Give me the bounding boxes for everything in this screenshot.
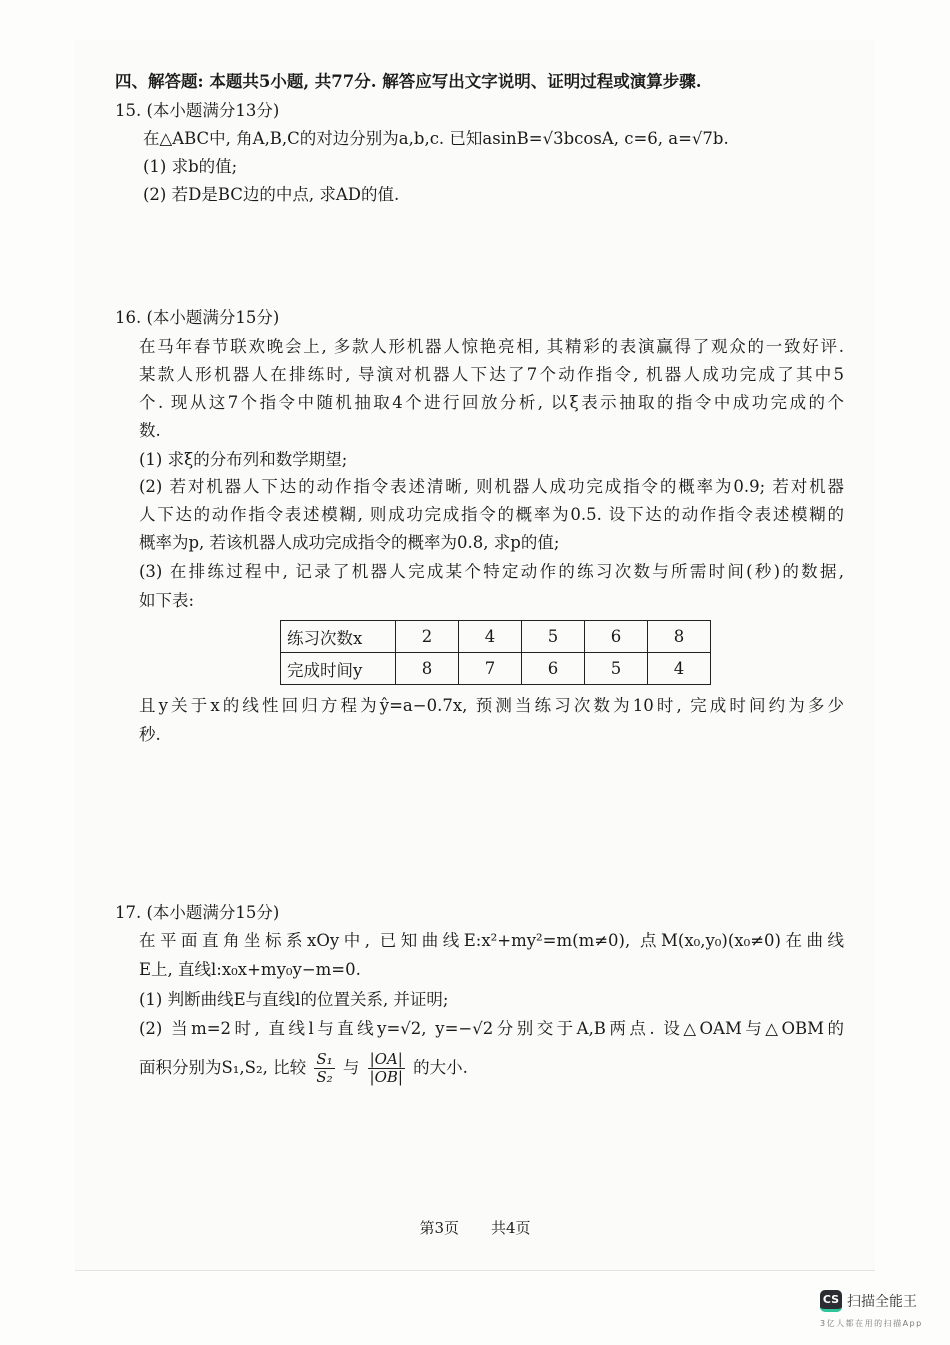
q17-part2: (2) 当m=2时, 直线l与直线y=√2, y=−√2分别交于A,B两点. 设△OAM与△OBM的 — [139, 1019, 844, 1038]
practice-data-table — [280, 620, 711, 685]
q15-stem: 在△ABC中, 角A,B,C的对边分别为a,b,c. 已知asinB=√3bcosA, c=6, a=√7b. — [143, 129, 729, 148]
fraction-s1-s2 — [314, 1051, 334, 1086]
q17-line: E上, 直线l:x₀x+my₀y−m=0. — [139, 960, 361, 979]
table-cell: 8 — [648, 621, 711, 653]
page-total: 共4页 — [491, 1219, 531, 1237]
q17-last-line — [139, 1050, 468, 1086]
q16-line: 人下达的动作指令表述模糊, 则成功完成指令的概率为0.5. 设下达的动作指令表述模糊的 — [139, 505, 844, 524]
denominator: |OB| — [369, 1068, 403, 1086]
table-row — [281, 653, 711, 685]
q16-part3: (3) 在排练过程中, 记录了机器人完成某个特定动作的练习次数与所需时间(秒)的数据, — [139, 562, 844, 581]
text: 与 — [342, 1058, 360, 1077]
q16-title: 16. (本小题满分15分) — [115, 308, 280, 327]
q16-line: 某款人形机器人在排练时, 导演对机器人下达了7个动作指令, 机器人成功完成了其中5 — [139, 365, 844, 384]
q16-line: 秒. — [139, 725, 161, 744]
q17-title: 17. (本小题满分15分) — [115, 903, 280, 922]
text: 面积分别为S₁,S₂, 比较 — [139, 1058, 307, 1077]
numerator: S₁ — [316, 1050, 333, 1068]
watermark-tagline: 3亿人都在用的扫描App — [820, 1319, 923, 1328]
table-cell: 4 — [459, 621, 522, 653]
denominator: S₂ — [316, 1068, 333, 1086]
numerator: |OA| — [369, 1050, 403, 1068]
scanner-watermark — [820, 1290, 917, 1312]
q16-line: 且y关于x的线性回归方程为ŷ=a−0.7x, 预测当练习次数为10时, 完成时间约为多少 — [139, 696, 844, 715]
q16-line: 个. 现从这7个指令中随机抽取4个进行回放分析, 以ξ表示抽取的指令中成功完成的个 — [139, 393, 844, 412]
q16-line: 如下表: — [139, 591, 195, 610]
q16-line: 在马年春节联欢晚会上, 多款人形机器人惊艳亮相, 其精彩的表演赢得了观众的一致好评. — [139, 337, 844, 356]
table-row — [281, 621, 711, 653]
q15-part2: (2) 若D是BC边的中点, 求AD的值. — [143, 185, 400, 204]
table-cell: 8 — [396, 653, 459, 685]
watermark-name: 扫描全能王 — [847, 1294, 917, 1310]
q16-part1: (1) 求ξ的分布列和数学期望; — [139, 450, 348, 469]
table-cell: 4 — [648, 653, 711, 685]
camscanner-logo-icon: CS — [820, 1290, 842, 1312]
table-row-header: 完成时间y — [281, 653, 396, 685]
text: 的大小. — [413, 1058, 468, 1077]
table-cell: 7 — [459, 653, 522, 685]
table-cell: 6 — [522, 653, 585, 685]
q17-part1: (1) 判断曲线E与直线l的位置关系, 并证明; — [139, 990, 449, 1009]
fraction-oa-ob — [368, 1051, 405, 1086]
q16-line: 概率为p, 若该机器人成功完成指令的概率为0.8, 求p的值; — [139, 533, 560, 552]
q15-part1: (1) 求b的值; — [143, 157, 238, 176]
section-header: 四、解答题: 本题共5小题, 共77分. 解答应写出文字说明、证明过程或演算步骤. — [115, 72, 702, 91]
q16-part2: (2) 若对机器人下达的动作指令表述清晰, 则机器人成功完成指令的概率为0.9; 若对机器 — [139, 477, 844, 496]
q17-line: 在平面直角坐标系xOy中, 已知曲线E:x²+my²=m(m≠0), 点M(x₀,y₀)(x₀≠0)在曲线 — [139, 931, 844, 950]
table-cell: 5 — [522, 621, 585, 653]
q16-line: 数. — [139, 421, 161, 440]
table-row-header: 练习次数x — [281, 621, 396, 653]
page-number: 第3页 — [419, 1219, 459, 1237]
table-cell: 5 — [585, 653, 648, 685]
table-cell: 6 — [585, 621, 648, 653]
table-cell: 2 — [396, 621, 459, 653]
page-footer — [0, 1217, 950, 1238]
q15-title: 15. (本小题满分13分) — [115, 101, 280, 120]
